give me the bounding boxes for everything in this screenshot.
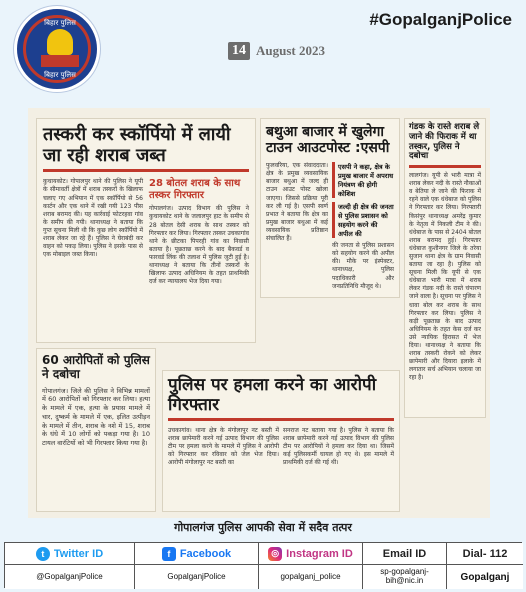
hashtag-title: #GopalganjPolice <box>369 10 512 29</box>
clipping-body-right: गोपालगंज। उत्पाद विभाग की पुलिस ने कुचायकोट थाने के जलालपुर हाट के समीप से 28 बोतल देसी शराब के साथ तस्कर को गिरफ्तार कर लिया। गिरफ्तार तस्कर उचकागांव थाने के छीटका पिपरही गांव का निवासी बताया है। पूछताछ करने के बाद बैकवर्ड व फारवर्ड लिंक की तलाश में पुलिस जुटी हुई है। थानाध्यक्ष ने बताया कि तीनों तस्करों के खिलाफ उत्पाद अधिनियम के तहत प्राथमिकी दर्ज कर न्यायालय भेज दिया गया। <box>149 205 249 286</box>
clipping-body-left: उचकागांव। थाना क्षेत्र के मंगोलापुर नट बस्ती में शराब छापेमारी करने गई उत्पाद विभाग की पुलिस टीम पर हमला करने के मामले में पुलिस ने आरोपी को गिरफ्तार कर रविवार को जेल भेज दिया। आरोपी मंगोलापुर नट बस्ती का <box>168 427 279 467</box>
facebook-handle[interactable]: GopalganjPolice <box>135 565 259 589</box>
facebook-label: Facebook <box>179 547 232 560</box>
logo-cap <box>41 55 79 67</box>
dial-value: Gopalganj <box>447 565 523 589</box>
twitter-icon: t <box>36 547 50 561</box>
clipping-body-left: फुलवरिया, एक संवाददाता। क्षेत्र के प्रमुख व्यवसायिक बाजार बथुआ में जल्द ही टाउन आउट पोस्ट खोला जाएगा। जिससे प्रक्रिया पूरी कर ली गई है। एसपी स्वर्ण प्रभात ने बताया कि क्षेत्र का प्रमुख बाजार बथुआ में कई व्यवसायिक प्रतिष्ठान संचालित हैं। <box>266 162 328 243</box>
date-day: 14 <box>228 42 250 60</box>
clipping-right-column <box>149 178 249 286</box>
clipping-columns <box>168 427 394 467</box>
dial-label: Dial- 112 <box>462 547 508 560</box>
clipping-body-right: की जनता से पुलिस प्रशासन को सहयोग करने की अपील की। मौके पर इंस्पेक्टर, थानाध्यक्ष, पुलिस पदाधिकारी और जनप्रतिनिधि मौजूद थे। <box>332 242 394 290</box>
clipping-columns <box>43 178 249 286</box>
dial-header <box>447 543 523 565</box>
facebook-header <box>135 543 259 565</box>
newspaper-collage <box>28 108 490 518</box>
instagram-header <box>259 543 363 565</box>
clipping-town-outpost <box>260 118 400 298</box>
instagram-handle[interactable]: gopalganj_police <box>259 565 363 589</box>
logo-text-bottom: बिहार पुलिस <box>44 71 76 79</box>
date-month-year: August 2023 <box>256 43 325 58</box>
header <box>0 0 526 108</box>
slogan: गोपालगंज पुलिस आपकी सेवा में सदैव तत्पर <box>174 521 352 534</box>
facebook-icon: f <box>162 547 176 561</box>
instagram-label: Instagram ID <box>286 547 353 560</box>
clipping-body: लालगंज। यूपी से भारी मात्रा में शराब लेकर नदी के रास्ते नौकाओं व बेतिया ले जाने की फिराक में रहने वाले एक धंधेबाज को पुलिस ने गिरफ्तार कर लिया। गिरफ्तारी किसंपुर थानाध्यक्ष अमरेंद्र कुमार के नेतृत्व में निकली टीम ने की। धंधेबाज के पास से 2404 बोतल शराब बरामद हुई। गिरफ्तार धंधेबाज कुशीनगर जिले के तरेया सुजान थाना क्षेत्र के ग्राम निवासी बताया जा रहा है। पुलिस को सूचना मिली कि यूपी से एक धंधेबाज भारी मात्रा में शराब लेकर गंडक नदी के रास्ते चंपारण जाने वाला है। सूचना पर पुलिस ने धावा बोल कर शराब के साथ गिरफ्तार कर लिया। पुलिस ने कड़ी पूछताछ के बाद उत्पाद अधिनियम के तहत केस दर्ज कर उसे न्यायिक हिरासत में भेज दिया। थानाध्यक्ष ने बताया कि शराब तस्करी रोकने को लेकर छापेमारी और दियारा इलाके में लगातार सर्च अभियान चलाया जा रहा है। <box>409 172 481 382</box>
clipping-quote: एसपी ने कहा, क्षेत्र के प्रमुख बाजार में अपराध नियंत्रण की होगी कोशिश <box>332 162 394 198</box>
clipping-body-right: सनराज नट बताया गया है। पुलिस ने बताया कि शराब छापेमारी करने गई उत्पाद विभाग की पुलिस टीम पर आरोपियों ने हमला कर दिया था। जिसमें कई पुलिसकर्मी घायल हो गए थे। इस मामले में प्राथमिकी दर्ज की गई थी। <box>283 427 394 467</box>
clipping-body: गोपालगंज। जिले की पुलिस ने विभिन्न मामलों में 60 आरोपितों को गिरफ्तार कर लिया। हत्या के मामले में एक, हत्या के प्रयास मामले में चार, दुष्कर्म के मामले में एक, इलित उत्पीड़न के मामले में तीन, शराब के नशे में 15, शराब के धंधे में 10 लोगों को पकड़ा गया है। 10 टायल वारंटियों को भी गिरफ्तार किया गया है। <box>42 386 150 448</box>
logo-emblem <box>47 29 73 55</box>
red-divider <box>43 169 249 172</box>
clipping-attack-accused <box>162 370 400 512</box>
instagram-icon: ◎ <box>268 547 282 561</box>
bihar-police-logo <box>14 6 100 92</box>
email-label: Email ID <box>382 547 427 560</box>
date-stamp <box>228 42 325 60</box>
red-divider <box>168 418 394 421</box>
clipping-columns <box>266 162 394 291</box>
red-divider <box>409 165 481 168</box>
twitter-header <box>5 543 135 565</box>
clipping-headline: गंडक के रास्ते शराब ले जाने की फिराक में था तस्कर, पुलिस ने दबोचा <box>409 122 480 162</box>
clipping-headline: 60 आरोपितों को पुलिस ने दबोचा <box>42 353 150 381</box>
twitter-label: Twitter ID <box>53 547 104 560</box>
clipping-right-column <box>332 162 394 291</box>
contact-footer <box>4 542 522 588</box>
logo-text-top: बिहार पुलिस <box>44 19 76 27</box>
clipping-60-accused <box>36 348 156 512</box>
clipping-subheadline: 28 बोतल शराब के साथ तस्कर गिरफ्तार <box>149 178 241 202</box>
clipping-headline: पुलिस पर हमला करने का आरोपी गिरफ्तार <box>168 375 377 415</box>
clipping-headline: बथुआ बाजार में खुलेगा टाउन आउटपोस्ट :एसपी <box>266 124 390 157</box>
clipping-quote: जल्दी ही क्षेत्र की जनता से पुलिस प्रशासन को सहयोग करने की अपील की <box>332 202 394 238</box>
clipping-liquor-seizure <box>36 118 256 343</box>
clipping-body-left: कुचायकोट। गोपालपुर थाने की पुलिस ने यूपी के सीमावर्ती क्षेत्रों में शराब तस्करों के खिलाफ चलाए गए अभियान में एक स्कॉर्पियो से 56 कार्टन और एक थाने में रखी गयी 123 पीस शराब बरामद की। यह कार्रवाई फोटरहवा गांव के समीप की गयी। थानाध्यक्ष ने बताया कि गुप्त सूचना मिली थी कि कुछ लोग स्कॉर्पियो में शराब लेकर जा रहे हैं। पुलिस ने घेराबंदी कर वाहन को पकड़ लिया। पुलिस ने इसके पास से एक मोबाइल जब्त किया। <box>43 178 143 259</box>
clipping-gandak-smuggler <box>404 118 486 418</box>
email-header <box>363 543 447 565</box>
clipping-headline: तस्करी कर स्कॉर्पियो में लायी जा रही शराब जब्त <box>43 124 231 166</box>
email-address[interactable]: sp-gopalganj-bih@nic.in <box>363 565 447 589</box>
twitter-handle[interactable]: @GopalganjPolice <box>5 565 135 589</box>
